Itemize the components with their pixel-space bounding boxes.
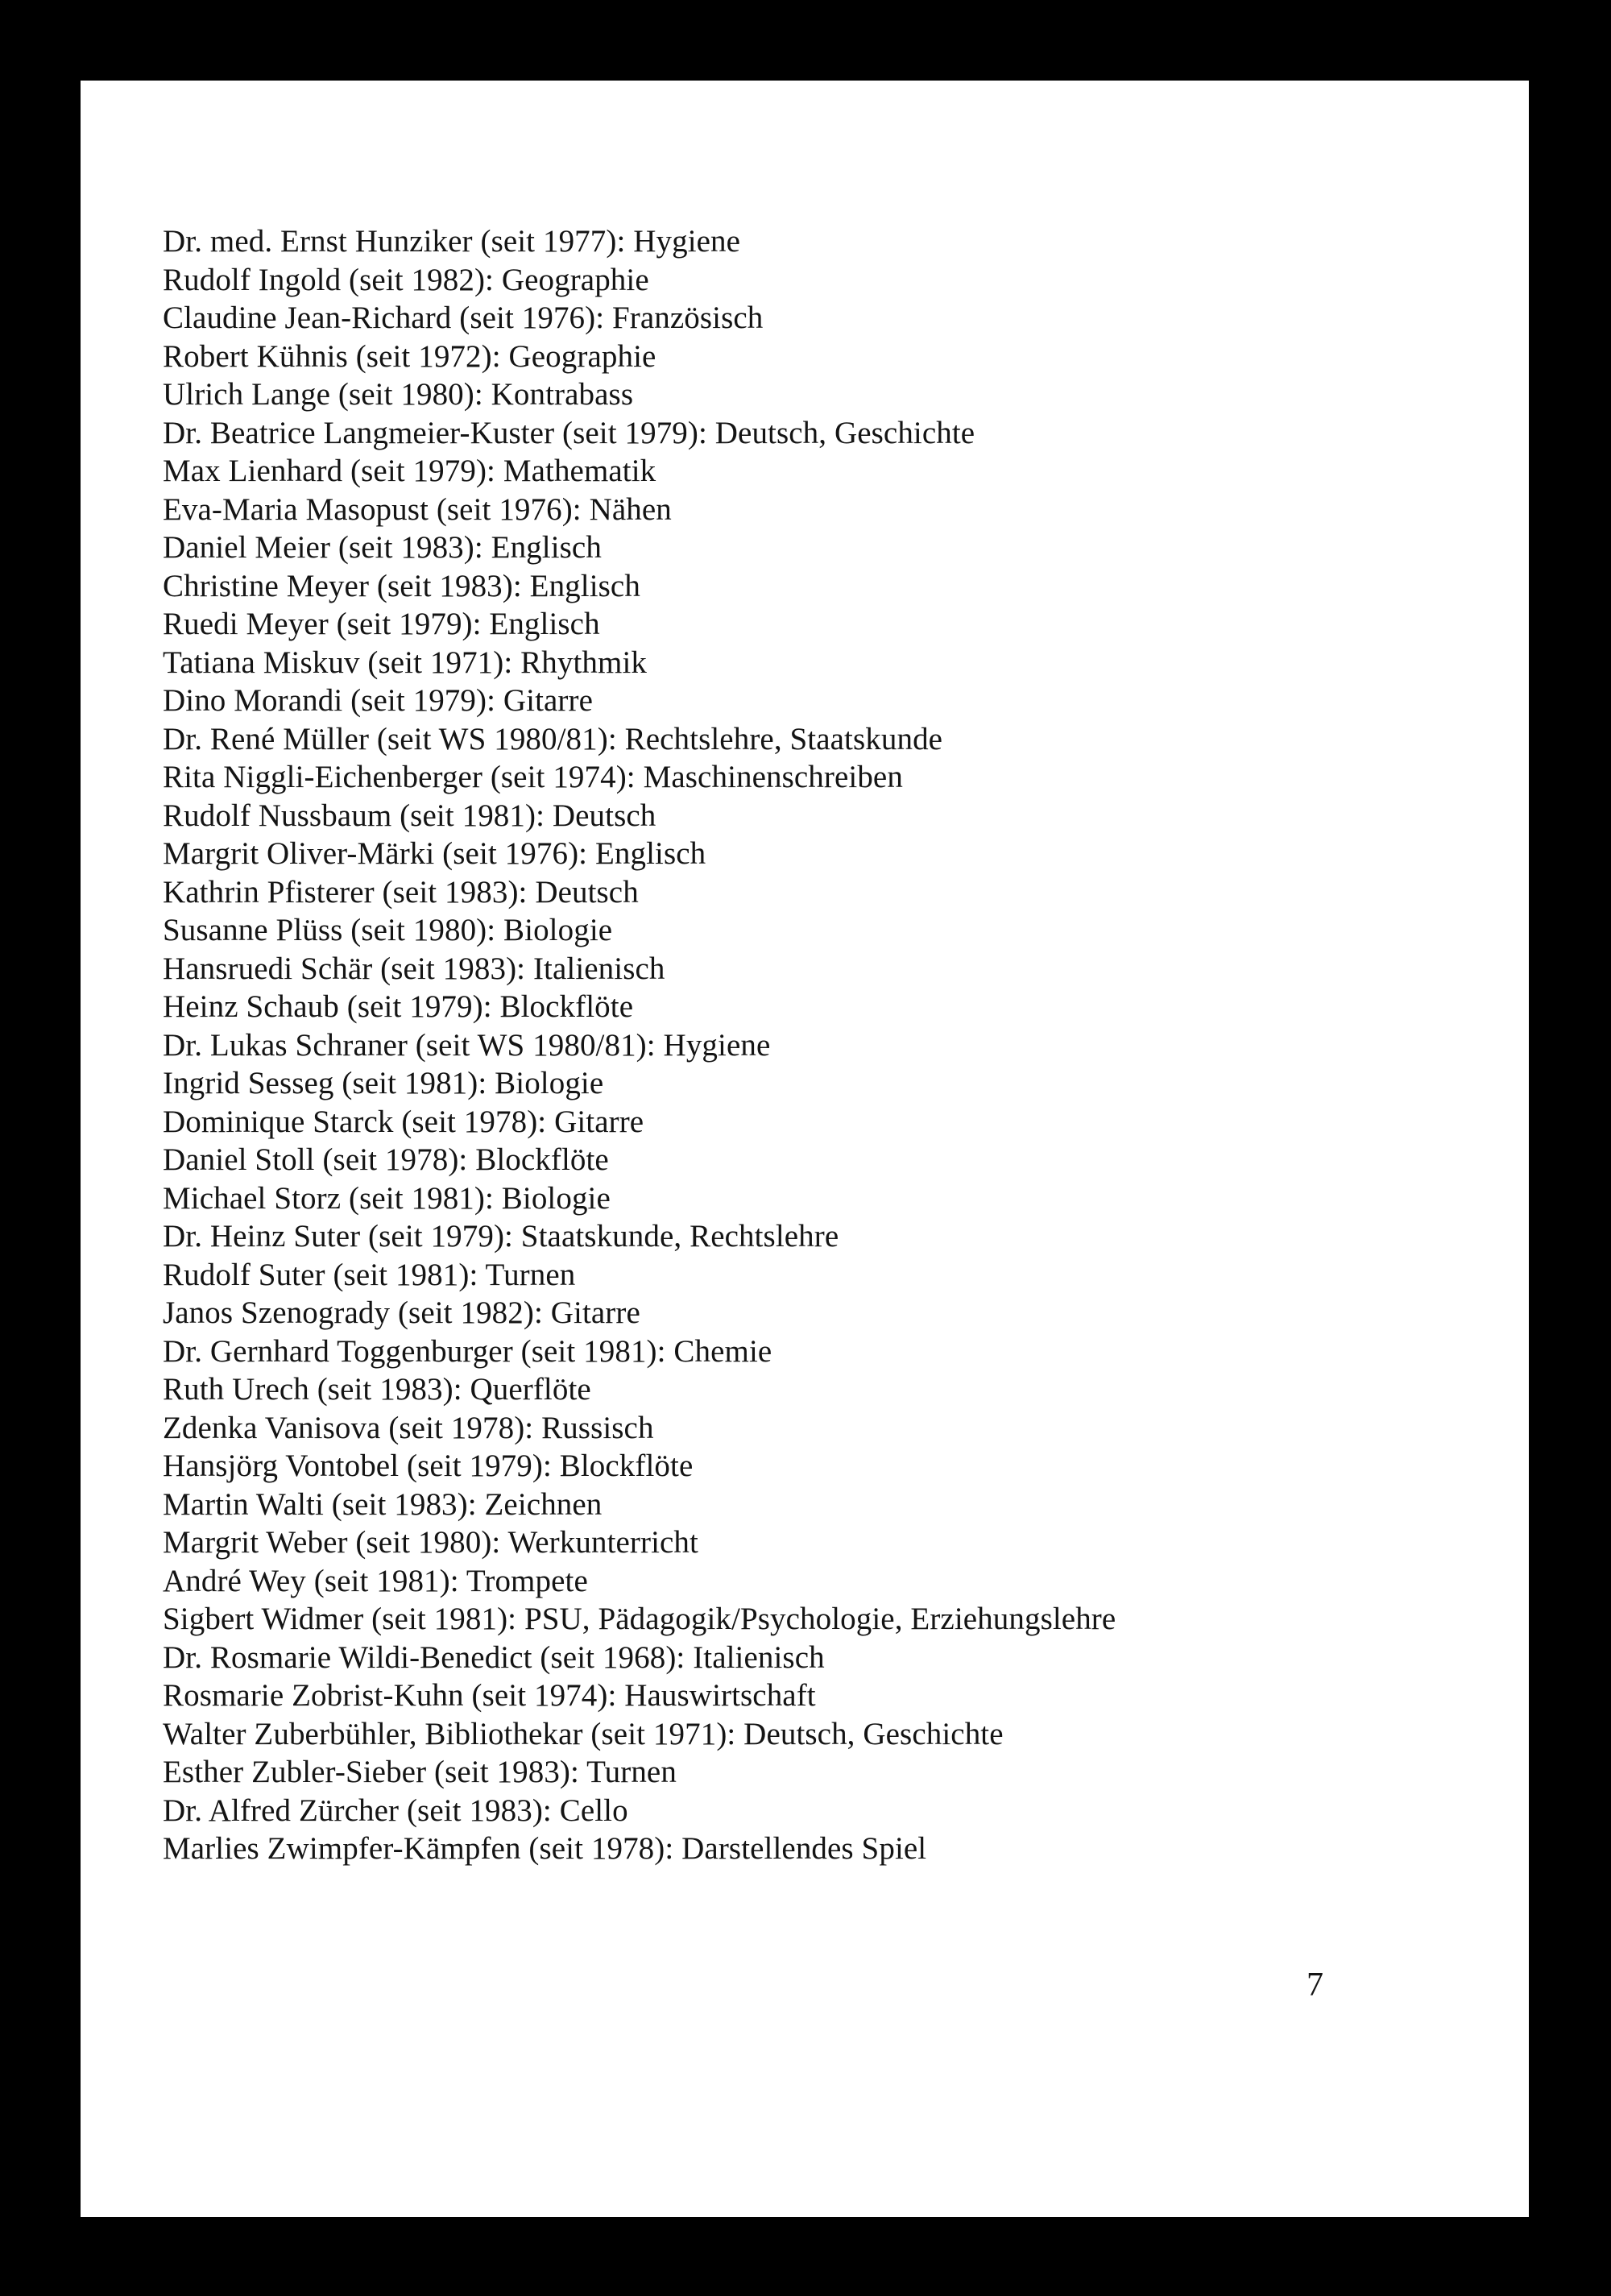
staff-entry: Martin Walti (seit 1983): Zeichnen (163, 1486, 603, 1522)
staff-entry: André Wey (seit 1981): Trompete (163, 1563, 588, 1598)
staff-entry: Robert Kühnis (seit 1972): Geographie (163, 338, 656, 374)
staff-entry: Dominique Starck (seit 1978): Gitarre (163, 1104, 644, 1139)
page-number: 7 (1307, 1967, 1323, 2004)
staff-entry: Sigbert Widmer (seit 1981): PSU, Pädagogik/Psychologie, Erziehungslehre (163, 1602, 1116, 1636)
staff-entry: Christine Meyer (seit 1983): Englisch (163, 568, 640, 603)
staff-entry: Eva-Maria Masopust (seit 1976): Nähen (163, 491, 672, 527)
staff-entry: Kathrin Pfisterer (seit 1983): Deutsch (163, 874, 639, 910)
staff-entry: Rudolf Nussbaum (seit 1981): Deutsch (163, 798, 656, 833)
staff-entry: Zdenka Vanisova (seit 1978): Russisch (163, 1410, 654, 1445)
document-page (81, 81, 1529, 2217)
staff-entry: Dino Morandi (seit 1979): Gitarre (163, 683, 594, 718)
staff-entry: Hansruedi Schär (seit 1983): Italienisch (163, 951, 665, 986)
staff-entry: Daniel Stoll (seit 1978): Blockflöte (163, 1142, 609, 1177)
staff-entry: Dr. René Müller (seit WS 1980/81): Rechtslehre, Staatskunde (163, 721, 943, 756)
staff-entry: Ingrid Sesseg (seit 1981): Biologie (163, 1066, 604, 1100)
staff-entry: Max Lienhard (seit 1979): Mathematik (163, 454, 656, 488)
staff-entry: Dr. Alfred Zürcher (seit 1983): Cello (163, 1792, 628, 1828)
staff-entry: Esther Zubler-Sieber (seit 1983): Turnen (163, 1755, 677, 1789)
staff-entry: Dr. Rosmarie Wildi-Benedict (seit 1968): Italienisch (163, 1639, 825, 1675)
staff-entry: Hansjörg Vontobel (seit 1979): Blockflöte (163, 1448, 694, 1483)
staff-entry: Michael Storz (seit 1981): Biologie (163, 1180, 611, 1216)
staff-entry: Janos Szenogrady (seit 1982): Gitarre (163, 1295, 640, 1330)
staff-entry: Susanne Plüss (seit 1980): Biologie (163, 913, 613, 947)
staff-entry: Tatiana Miskuv (seit 1971): Rhythmik (163, 644, 647, 680)
staff-entry: Dr. Lukas Schraner (seit WS 1980/81): Hygiene (163, 1027, 771, 1063)
staff-entry: Ruedi Meyer (seit 1979): Englisch (163, 607, 600, 641)
staff-entry: Dr. Beatrice Langmeier-Kuster (seit 1979): Deutsch, Geschichte (163, 415, 975, 450)
staff-entry: Margrit Weber (seit 1980): Werkunterricht (163, 1525, 698, 1560)
staff-entry: Heinz Schaub (seit 1979): Blockflöte (163, 989, 634, 1024)
staff-entry: Rudolf Suter (seit 1981): Turnen (163, 1257, 576, 1292)
staff-entry: Marlies Zwimpfer-Kämpfen (seit 1978): Darstellendes Spiel (163, 1831, 927, 1866)
staff-entry: Rosmarie Zobrist-Kuhn (seit 1974): Hauswirtschaft (163, 1678, 816, 1713)
staff-entry: Ulrich Lange (seit 1980): Kontrabass (163, 377, 634, 412)
staff-entry: Dr. Heinz Suter (seit 1979): Staatskunde, Rechtslehre (163, 1219, 839, 1254)
staff-entry: Dr. med. Ernst Hunziker (seit 1977): Hygiene (163, 224, 741, 259)
staff-entry: Ruth Urech (seit 1983): Querflöte (163, 1372, 591, 1407)
staff-entry: Claudine Jean-Richard (seit 1976): Französisch (163, 300, 764, 335)
staff-entry: Margrit Oliver-Märki (seit 1976): Englisch (163, 836, 706, 871)
staff-entry: Dr. Gernhard Toggenburger (seit 1981): Chemie (163, 1333, 772, 1369)
staff-entry: Rudolf Ingold (seit 1982): Geographie (163, 262, 649, 297)
staff-entry: Rita Niggli-Eichenberger (seit 1974): Maschinenschreiben (163, 760, 903, 794)
staff-list (163, 222, 1411, 1868)
staff-entry: Walter Zuberbühler, Bibliothekar (seit 1971): Deutsch, Geschichte (163, 1716, 1004, 1751)
staff-entry: Daniel Meier (seit 1983): Englisch (163, 530, 602, 565)
